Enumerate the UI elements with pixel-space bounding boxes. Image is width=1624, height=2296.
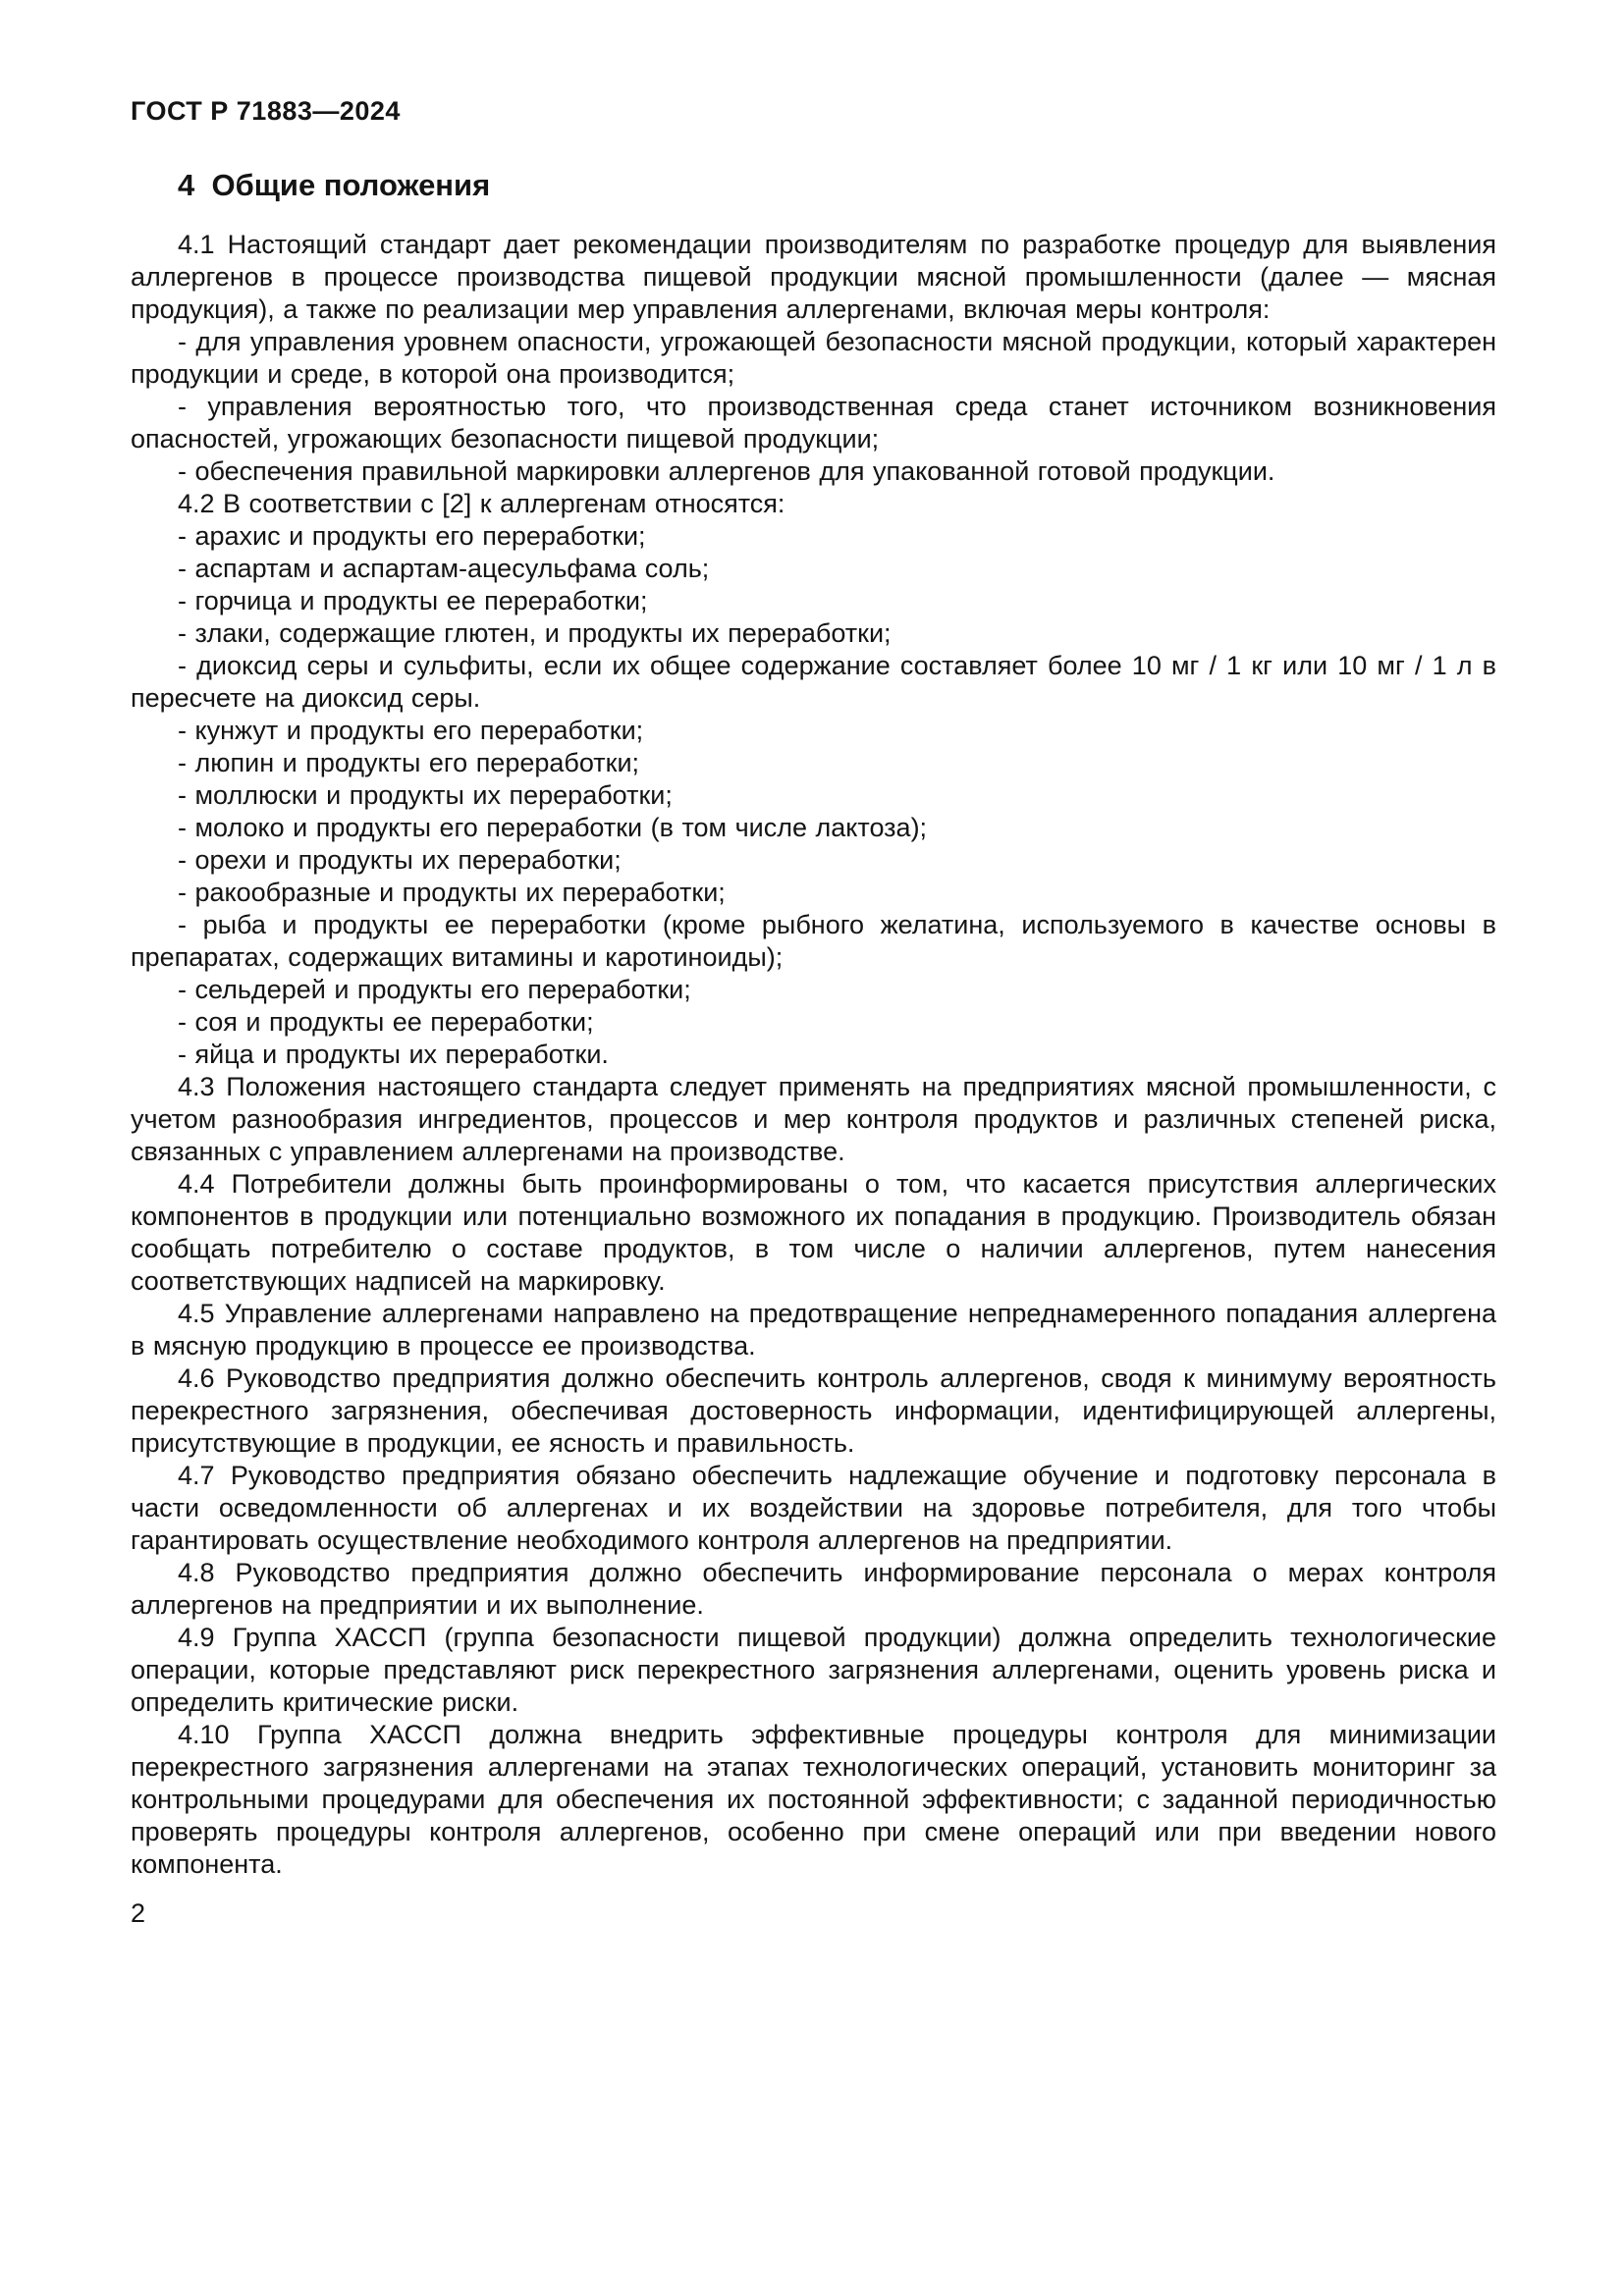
paragraph: 4.10 Группа ХАССП должна внедрить эффективные процедуры контроля для минимизации перекрестного загрязнения аллергенами на этапах технологических операций, установить мониторинг за контрольными процедурами для обеспечения их постоянной эффективности; с заданной периодичностью проверять процедуры контроля аллергенов, особенно при смене операций или при введении нового компонента.	[131, 1720, 1496, 1879]
paragraph: 4.1 Настоящий стандарт дает рекомендации производителям по разработке процедур для выявления аллергенов в процессе производства пищевой продукции мясной промышленности (далее — мясная продукция), а также по реализации мер управления аллергенами, включая меры контроля:	[131, 230, 1496, 324]
paragraph: 4.9 Группа ХАССП (группа безопасности пищевой продукции) должна определить технологические операции, которые представляют риск перекрестного загрязнения аллергенами, оценить уровень риска и определить критические риски.	[131, 1623, 1496, 1717]
paragraph: - злаки, содержащие глютен, и продукты их переработки;	[178, 618, 892, 648]
paragraph: - управления вероятностью того, что производственная среда станет источником возникновения опасностей, угрожающих безопасности пищевой продукции;	[131, 392, 1496, 454]
paragraph: - люпин и продукты его переработки;	[178, 748, 640, 777]
paragraph: - молоко и продукты его переработки (в том числе лактоза);	[178, 813, 928, 842]
paragraph: 4.5 Управление аллергенами направлено на предотвращение непреднамеренного попадания аллергена в мясную продукцию в процессе ее производства.	[131, 1299, 1496, 1361]
paragraph: 4.7 Руководство предприятия обязано обеспечить надлежащие обучение и подготовку персонала в части осведомленности об аллергенах и их воздействии на здоровье потребителя, для того чтобы гарантировать осуществление необходимого контроля аллергенов на предприятии.	[131, 1461, 1496, 1555]
paragraph: 4.2 В соответствии с [2] к аллергенам относятся:	[178, 489, 785, 518]
paragraph: - горчица и продукты ее переработки;	[178, 586, 648, 615]
paragraph: - кунжут и продукты его переработки;	[178, 716, 644, 745]
paragraph: - диоксид серы и сульфиты, если их общее содержание составляет более 10 мг / 1 кг или 10 мг / 1 л в пересчете на диоксид серы.	[131, 651, 1496, 713]
paragraph: - яйца и продукты их переработки.	[178, 1040, 609, 1069]
paragraph: 4.6 Руководство предприятия должно обеспечить контроль аллергенов, сводя к минимуму вероятность перекрестного загрязнения, обеспечивая достоверность информации, идентифицирующей аллергены, присутствующие в продукции, ее ясность и правильность.	[131, 1363, 1496, 1458]
paragraph: 4.8 Руководство предприятия должно обеспечить информирование персонала о мерах контроля аллергенов на предприятии и их выполнение.	[131, 1558, 1496, 1620]
paragraph: - рыба и продукты ее переработки (кроме рыбного желатина, используемого в качестве основы в препаратах, содержащих витамины и каротиноиды);	[131, 910, 1496, 972]
document-body	[131, 229, 1496, 1881]
paragraph: - арахис и продукты его переработки;	[178, 521, 646, 551]
paragraph: 4.3 Положения настоящего стандарта следует применять на предприятиях мясной промышленности, с учетом разнообразия ингредиентов, процессов и мер контроля продуктов и различных степеней риска, связанных с управлением аллергенами на производстве.	[131, 1072, 1496, 1166]
paragraph: - моллюски и продукты их переработки;	[178, 780, 673, 810]
section-title: 4 Общие положения	[178, 168, 491, 202]
paragraph: 4.4 Потребители должны быть проинформированы о том, что касается присутствия аллергических компонентов в продукции или потенциально возможного их попадания в продукцию. Производитель обязан сообщать потребителю о составе продуктов, в том числе о наличии аллергенов, путем нанесения соответствующих надписей на маркировку.	[131, 1169, 1496, 1296]
paragraph: - ракообразные и продукты их переработки;	[178, 878, 726, 907]
document-code-header: ГОСТ Р 71883—2024	[131, 96, 401, 126]
paragraph: - соя и продукты ее переработки;	[178, 1007, 594, 1037]
paragraph: - обеспечения правильной маркировки аллергенов для упакованной готовой продукции.	[178, 456, 1275, 486]
paragraph: - орехи и продукты их переработки;	[178, 845, 622, 875]
paragraph: - сельдерей и продукты его переработки;	[178, 975, 691, 1004]
paragraph: - аспартам и аспартам-ацесульфама соль;	[178, 554, 710, 583]
paragraph: - для управления уровнем опасности, угрожающей безопасности мясной продукции, который характерен продукции и среде, в которой она производится;	[131, 327, 1496, 389]
page-number: 2	[131, 1898, 146, 1928]
